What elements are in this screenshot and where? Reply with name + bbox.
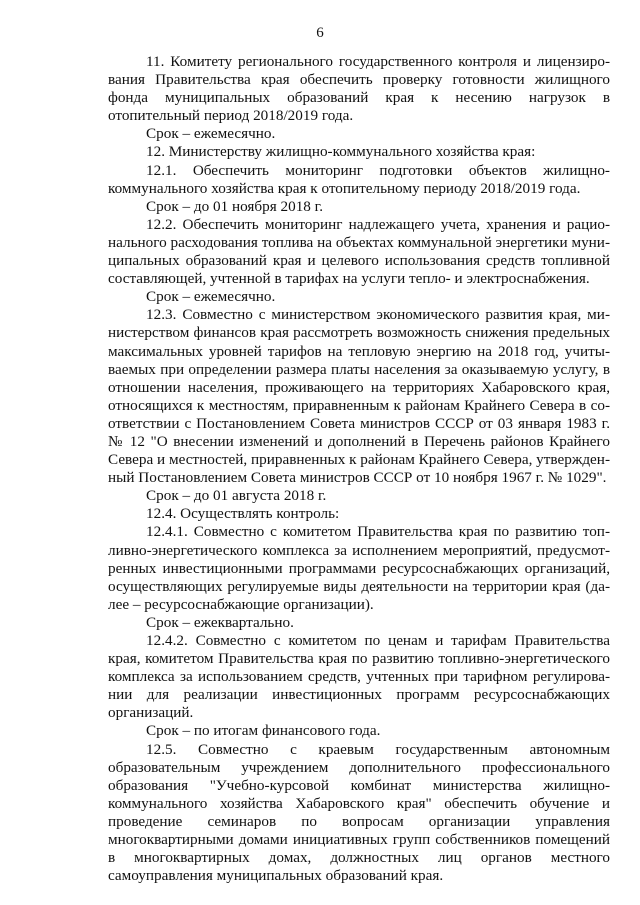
paragraph-12: 12. Министерству жилищно-коммунального хозяйства края: xyxy=(146,143,536,161)
page-number: 6 xyxy=(316,25,324,41)
paragraph-12-4-1: 12.4.1. Совместно с комитетом Правительства края по развитию топливно-энергетического комплекса за исполнением мероприятий, предусмотренных инвестиционными программами ресурсоснабжающих организаций, осуществляющих регулируемые виды деятельности на территории края (далее – ресурсоснабжающие организации). xyxy=(108,523,610,613)
paragraph-12-4: 12.4. Осуществлять контроль: xyxy=(146,505,340,523)
deadline-12-1: Срок – до 01 ноября 2018 г. xyxy=(146,197,323,215)
paragraph-12-2: 12.2. Обеспечить мониторинг надлежащего учета, хранения и рационального расходования топлива на объектах коммунальной энергетики муниципальных образований края и целевого использования средств топливной составляющей, учтенной в тарифах на услуги тепло- и электроснабжения. xyxy=(108,215,610,288)
document-body xyxy=(108,53,610,885)
paragraph-11: 11. Комитету регионального государственного контроля и лицензирования Правительства края обеспечить проверку готовности жилищного фонда муниципальных образований края к несению нагрузок в отопительный период 2018/2019 года. xyxy=(108,53,610,125)
paragraph-12-4-2: 12.4.2. Совместно с комитетом по ценам и тарифам Правительства края, комитетом Правительства края по развитию топливно-энергетического комплекса за использованием средств, учтенных при тарифном регулировании для реализации инвестиционных программ ресурсоснабжающих организаций. xyxy=(108,632,610,722)
paragraph-12-1: 12.1. Обеспечить мониторинг подготовки объектов жилищно-коммунального хозяйства края к отопительному периоду 2018/2019 года. xyxy=(108,161,610,197)
deadline-12-2: Срок – ежемесячно. xyxy=(146,288,276,306)
deadline-11: Срок – ежемесячно. xyxy=(146,125,276,143)
deadline-12-3: Срок – до 01 августа 2018 г. xyxy=(146,487,327,505)
deadline-12-4-1: Срок – ежеквартально. xyxy=(146,613,294,631)
paragraph-12-3: 12.3. Совместно с министерством экономического развития края, министерством финансов края рассмотреть возможность снижения предельных максимальных уровней тарифов на тепловую энергию на 2018 год, учитываемых при определении размера платы населения за оказываемую услугу, в отношении населения, проживающего на территориях Хабаровского края, относящихся к местностям, приравненным к районам Крайнего Севера в соответствии с Постановлением Совета министров СССР от 03 января 1983 г. № 12 "О внесении изменений и дополнений в Перечень районов Крайнего Севера и местностей, приравненных к районам Крайнего Севера, утвержденный Постановлением Совета министров СССР от 10 ноября 1967 г. № 1029". xyxy=(108,306,610,487)
deadline-12-4-2: Срок – по итогам финансового года. xyxy=(146,722,381,740)
paragraph-12-5: 12.5. Совместно с краевым государственным автономным образовательным учреждением дополнительного профессионального образования "Учебно-курсовой комбинат министерства жилищно-коммунального хозяйства Хабаровского края" обеспечить обучение и проведение семинаров по вопросам организации управления многоквартирными домами инициативных групп собственников помещений в многоквартирных домах, должностных лиц органов местного самоуправления муниципальных образований края. xyxy=(108,740,610,885)
